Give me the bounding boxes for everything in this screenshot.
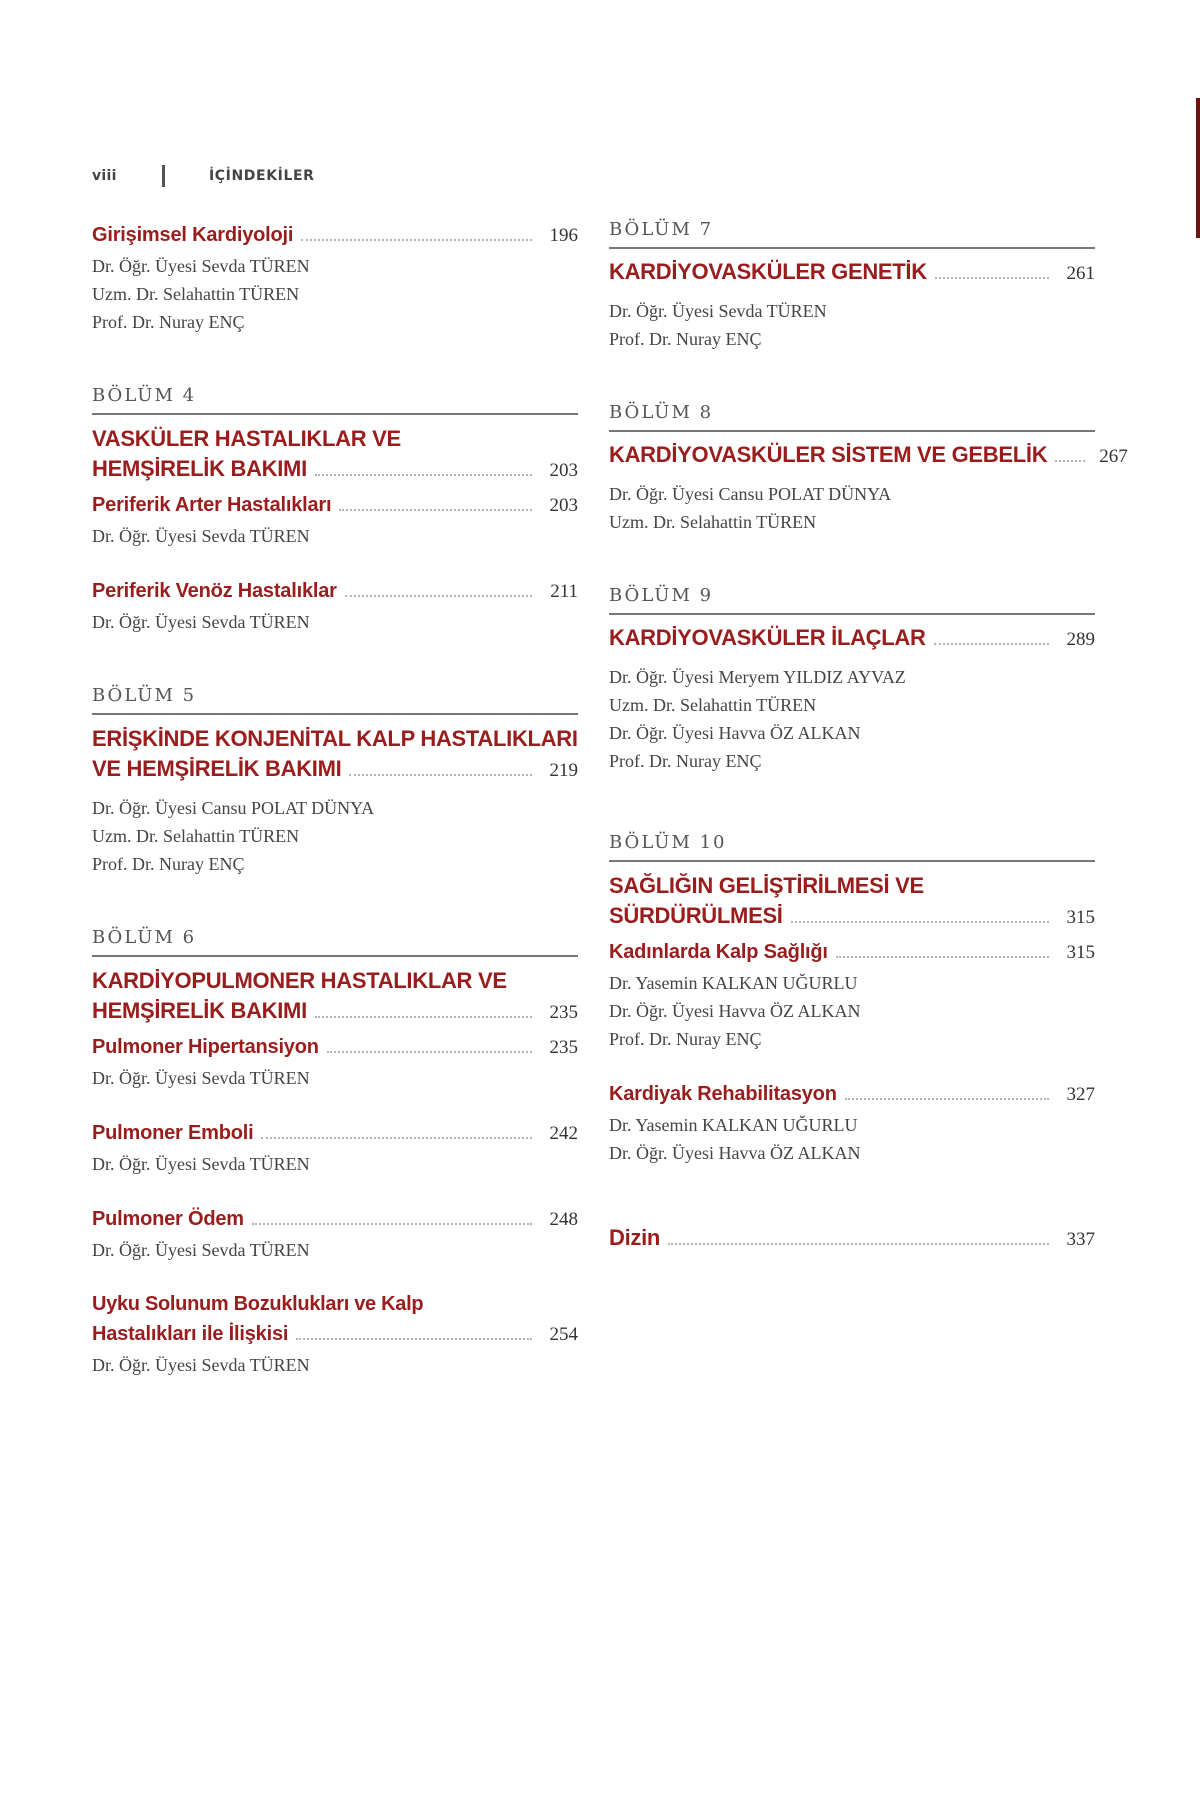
- dot-leader: [935, 277, 1049, 279]
- subentry-title[interactable]: Pulmoner Emboli: [92, 1122, 254, 1144]
- author: Dr. Yasemin KALKAN UĞURLU: [609, 973, 858, 993]
- subentry-title[interactable]: Periferik Venöz Hastalıklar: [92, 580, 337, 602]
- author: Dr. Öğr. Üyesi Sevda TÜREN: [92, 1240, 310, 1260]
- chapter-10: [609, 831, 1095, 1167]
- subentry-page: 327: [1066, 1084, 1095, 1105]
- author: Dr. Öğr. Üyesi Sevda TÜREN: [92, 256, 310, 276]
- dot-leader: [296, 1338, 532, 1340]
- author: Uzm. Dr. Selahattin TÜREN: [92, 826, 300, 846]
- author: Dr. Öğr. Üyesi Sevda TÜREN: [92, 1355, 310, 1375]
- chapter-label: BÖLÜM 10: [609, 832, 727, 853]
- chapter-title-line2[interactable]: HEMŞİRELİK BAKIMI: [92, 998, 307, 1023]
- chapter-page: 289: [1066, 629, 1095, 650]
- dot-leader: [934, 643, 1049, 645]
- author: Dr. Öğr. Üyesi Havva ÖZ ALKAN: [609, 723, 861, 743]
- dot-leader: [349, 774, 532, 776]
- dot-leader: [315, 1016, 532, 1018]
- chapter-page: 203: [549, 460, 578, 481]
- subentry-title-line1[interactable]: Uyku Solunum Bozuklukları ve Kalp: [92, 1293, 424, 1315]
- chapter-title-line1[interactable]: VASKÜLER HASTALIKLAR VE: [92, 426, 401, 451]
- chapter-title-line1[interactable]: SAĞLIĞIN GELİŞTİRİLMESİ VE: [609, 873, 924, 898]
- chapter-label: BÖLÜM 7: [609, 219, 714, 240]
- toc-entry-index: [609, 1223, 1095, 1253]
- chapter-label: BÖLÜM 6: [92, 927, 197, 948]
- author: Dr. Öğr. Üyesi Havva ÖZ ALKAN: [609, 1001, 861, 1021]
- chapter-title-line2[interactable]: VE HEMŞİRELİK BAKIMI: [92, 756, 342, 781]
- chapter-rule: [609, 247, 1095, 249]
- side-accent-bar: [1196, 98, 1200, 238]
- author: Dr. Yasemin KALKAN UĞURLU: [609, 1115, 858, 1135]
- dot-leader: [261, 1137, 532, 1139]
- subentry-title[interactable]: Kardiyak Rehabilitasyon: [609, 1083, 837, 1105]
- chapter-label: BÖLÜM 9: [609, 585, 714, 606]
- author: Uzm. Dr. Selahattin TÜREN: [92, 284, 300, 304]
- author: Dr. Öğr. Üyesi Cansu POLAT DÜNYA: [92, 798, 375, 818]
- chapter-rule: [609, 860, 1095, 862]
- author: Dr. Öğr. Üyesi Meryem YILDIZ AYVAZ: [609, 667, 906, 687]
- index-title[interactable]: Dizin: [609, 1225, 661, 1250]
- author: Prof. Dr. Nuray ENÇ: [609, 1029, 762, 1049]
- section-title: İÇİNDEKİLER: [209, 168, 315, 184]
- toc-entry-girisimsel: [92, 220, 578, 336]
- subentry-title[interactable]: Pulmoner Hipertansiyon: [92, 1036, 319, 1058]
- dot-leader: [836, 956, 1049, 958]
- chapter-page: 219: [549, 760, 578, 781]
- author: Dr. Öğr. Üyesi Sevda TÜREN: [92, 612, 310, 632]
- entry-page: 196: [549, 225, 578, 246]
- subentry-title-line2[interactable]: Hastalıkları ile İlişkisi: [92, 1323, 289, 1345]
- chapter-label: BÖLÜM 8: [609, 402, 714, 423]
- index-page: 337: [1066, 1229, 1095, 1250]
- subentry-page: 203: [549, 495, 578, 516]
- header-divider: [162, 165, 165, 187]
- author: Dr. Öğr. Üyesi Sevda TÜREN: [92, 526, 310, 546]
- toc-left-column: [92, 220, 578, 1379]
- chapter-7: [609, 218, 1095, 353]
- subentry-page: 211: [550, 581, 578, 602]
- dot-leader: [252, 1223, 532, 1225]
- chapter-title[interactable]: KARDİYOVASKÜLER İLAÇLAR: [609, 625, 926, 650]
- dot-leader: [339, 509, 532, 511]
- subentry-page: 254: [549, 1324, 578, 1345]
- running-head: [92, 164, 315, 188]
- chapter-rule: [609, 430, 1095, 432]
- dot-leader: [668, 1243, 1049, 1245]
- author: Prof. Dr. Nuray ENÇ: [92, 854, 245, 874]
- chapter-title-line2[interactable]: SÜRDÜRÜLMESİ: [609, 903, 783, 928]
- author: Prof. Dr. Nuray ENÇ: [92, 312, 245, 332]
- author: Uzm. Dr. Selahattin TÜREN: [609, 695, 817, 715]
- chapter-title-line2[interactable]: HEMŞİRELİK BAKIMI: [92, 456, 307, 481]
- subentry-page: 242: [549, 1123, 578, 1144]
- chapter-8: [609, 401, 1128, 536]
- subentry-page: 315: [1066, 942, 1095, 963]
- dot-leader: [315, 474, 532, 476]
- dot-leader: [327, 1051, 532, 1053]
- chapter-title[interactable]: KARDİYOVASKÜLER GENETİK: [609, 259, 927, 284]
- subentry-page: 248: [549, 1209, 578, 1230]
- chapter-rule: [92, 413, 578, 415]
- author: Uzm. Dr. Selahattin TÜREN: [609, 512, 817, 532]
- toc-right-column: [609, 218, 1128, 1253]
- author: Dr. Öğr. Üyesi Sevda TÜREN: [609, 301, 827, 321]
- chapter-page: 267: [1099, 446, 1128, 467]
- chapter-4: [92, 384, 578, 636]
- author: Dr. Öğr. Üyesi Havva ÖZ ALKAN: [609, 1143, 861, 1163]
- chapter-page: 261: [1066, 263, 1095, 284]
- author: Prof. Dr. Nuray ENÇ: [609, 751, 762, 771]
- chapter-label: BÖLÜM 5: [92, 685, 197, 706]
- chapter-page: 235: [549, 1002, 578, 1023]
- chapter-rule: [609, 613, 1095, 615]
- chapter-title-line1[interactable]: ERİŞKİNDE KONJENİTAL KALP HASTALIKLARI: [92, 726, 578, 751]
- chapter-title-line1[interactable]: KARDİYOPULMONER HASTALIKLAR VE: [92, 968, 507, 993]
- chapter-title[interactable]: KARDİYOVASKÜLER SİSTEM VE GEBELİK: [609, 442, 1048, 467]
- chapter-rule: [92, 955, 578, 957]
- dot-leader: [845, 1098, 1049, 1100]
- author: Dr. Öğr. Üyesi Sevda TÜREN: [92, 1154, 310, 1174]
- subentry-title[interactable]: Pulmoner Ödem: [92, 1208, 244, 1230]
- subentry-title[interactable]: Kadınlarda Kalp Sağlığı: [609, 941, 828, 963]
- author: Prof. Dr. Nuray ENÇ: [609, 329, 762, 349]
- chapter-5: [92, 684, 578, 878]
- chapter-page: 315: [1066, 907, 1095, 928]
- chapter-rule: [92, 713, 578, 715]
- dot-leader: [791, 921, 1049, 923]
- page-number: viii: [92, 168, 117, 184]
- dot-leader: [1055, 460, 1085, 462]
- author: Dr. Öğr. Üyesi Cansu POLAT DÜNYA: [609, 484, 892, 504]
- dot-leader: [301, 239, 532, 241]
- dot-leader: [345, 595, 532, 597]
- chapter-6: [92, 926, 578, 1379]
- entry-title[interactable]: Girişimsel Kardiyoloji: [92, 224, 294, 246]
- subentry-title[interactable]: Periferik Arter Hastalıkları: [92, 494, 332, 516]
- chapter-9: [609, 584, 1095, 775]
- chapter-label: BÖLÜM 4: [92, 385, 197, 406]
- author: Dr. Öğr. Üyesi Sevda TÜREN: [92, 1068, 310, 1088]
- subentry-page: 235: [549, 1037, 578, 1058]
